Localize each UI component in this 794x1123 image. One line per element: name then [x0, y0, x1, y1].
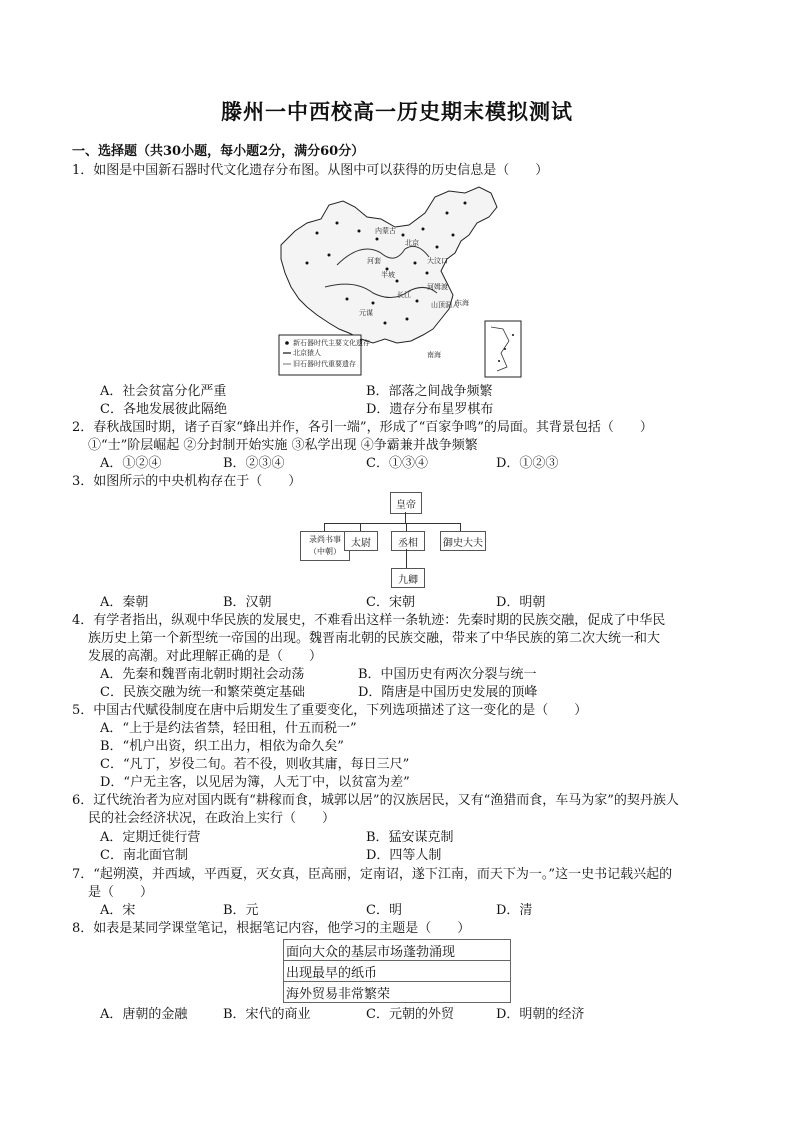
q7-option-c[interactable]: C．明 [366, 903, 402, 918]
q1-option-a[interactable]: A．社会贫富分化严重 [100, 384, 227, 399]
q6-option-b[interactable]: B．猛安谋克制 [366, 830, 454, 845]
q6-stem-line1: 6．辽代统治者为应对国内既有“耕稼而食，城郭以居”的汉族居民，又有“渔猎而食，车马为家”的契丹族人 [72, 793, 679, 808]
q2-stem: 2．春秋战国时期，诸子百家“蜂出并作，各引一端”，形成了“百家争鸣”的局面。其背景包括（ ） [72, 420, 653, 435]
q7-stem-line1: 7．“起朔漠，并西域，平西夏，灭女真，臣高丽，定南诏，遂下江南，而天下为一。”这一史书记载兴起的 [72, 867, 673, 882]
q3-option-a[interactable]: A．秦朝 [100, 595, 149, 610]
connector [406, 549, 407, 568]
table-cell: 出现最早的纸币 [284, 961, 511, 982]
table-row [284, 982, 511, 1003]
label-sea: 东海 [455, 299, 469, 307]
label-banpo: 半坡 [381, 271, 395, 279]
connector [405, 512, 406, 523]
neolithic-map-figure [277, 183, 525, 381]
q4-stem-line2: 族历史上第一个新型统一帝国的出现。魏晋南北朝的民族交融，带来了中华民族的第二次大统一和大 [88, 631, 661, 646]
q2-option-a[interactable]: A．①②④ [100, 456, 162, 471]
q7-option-b[interactable]: B．元 [223, 903, 259, 918]
q3-option-b[interactable]: B．汉朝 [223, 595, 272, 610]
section-heading: 一、选择题（共30小题，每小题2分，满分60分） [72, 144, 365, 159]
chart-yushidafu: 御史大夫 [440, 531, 486, 551]
q4-option-c[interactable]: C．民族交融为统一和繁荣奠定基础 [100, 685, 305, 700]
label-south-sea: 南海 [427, 351, 441, 359]
q5-option-d[interactable]: D．“户无主客，以见居为簿，人无丁中，以贫富为差” [100, 775, 410, 790]
connector [324, 523, 460, 524]
q2-option-c[interactable]: C．①③④ [366, 456, 428, 471]
q7-option-a[interactable]: A．宋 [100, 903, 136, 918]
q6-option-c[interactable]: C．南北面官制 [100, 848, 188, 863]
q8-option-c[interactable]: C．元朝的外贸 [366, 1007, 454, 1022]
chart-lushangshushi: 录尚书事 （中朝） [300, 531, 350, 561]
q8-notes-table [283, 939, 511, 1003]
q5-option-c[interactable]: C．“凡丁，岁役二旬。若不役，则收其庸，每日三尺” [100, 757, 410, 772]
label-beijing: 北京 [405, 239, 419, 247]
chart-jiuqing: 九卿 [391, 568, 425, 588]
q8-stem: 8．如表是某同学课堂笔记，根据笔记内容，他学习的主题是（ ） [72, 921, 471, 936]
q5-option-a[interactable]: A．“上于是约法省禁，轻田租，什五而税一” [100, 721, 357, 736]
label-hemudu: 河姆渡 [427, 283, 448, 291]
q7-option-d[interactable]: D．清 [496, 903, 533, 918]
q5-option-b[interactable]: B．“机户出资，织工出力，相依为命久矣” [100, 739, 344, 754]
connector [406, 523, 407, 531]
table-cell: 海外贸易非常繁荣 [284, 982, 511, 1003]
q3-option-d[interactable]: D．明朝 [496, 595, 546, 610]
connector [324, 523, 325, 531]
q4-option-b[interactable]: B．中国历史有两次分裂与统一 [358, 667, 537, 682]
table-row [284, 961, 511, 982]
q1-option-c[interactable]: C．各地发展彼此隔绝 [100, 402, 227, 417]
q1-stem: 1．如图是中国新石器时代文化遗存分布图。从图中可以获得的历史信息是（ ） [72, 163, 549, 178]
q4-option-a[interactable]: A．先秦和魏晋南北朝时期社会动荡 [100, 667, 305, 682]
map-legend [279, 335, 370, 375]
legend-line2: 北京猿人 [293, 349, 321, 357]
q8-option-d[interactable]: D．明朝的经济 [496, 1007, 585, 1022]
legend-line1: 新石器时代主要文化遗存 [293, 339, 370, 347]
q4-stem-line3: 发展的高潮。对此理解正确的是（ ） [88, 649, 323, 664]
label-dawenkou: 大汶口 [427, 257, 448, 265]
q6-option-a[interactable]: A．定期迁徙行营 [100, 830, 201, 845]
label-yuanmou: 元谋 [359, 309, 373, 317]
q7-stem-line2: 是（ ） [88, 885, 154, 900]
connector [360, 523, 361, 531]
q5-stem: 5．中国古代赋役制度在唐中后期发生了重要变化，下列选项描述了这一变化的是（ ） [72, 703, 588, 718]
central-institution-chart [300, 492, 492, 590]
q3-stem: 3．如图所示的中央机构存在于（ ） [72, 474, 302, 489]
label-changjiang: 长江 [397, 291, 411, 299]
label-neimenggu: 内蒙古 [375, 227, 396, 235]
q2-option-d[interactable]: D．①②③ [496, 456, 559, 471]
label-hetao: 河套 [367, 257, 381, 265]
q2-option-b[interactable]: B．②③④ [223, 456, 285, 471]
q1-option-d[interactable]: D．遗存分布星罗棋布 [366, 402, 494, 417]
page-title: 滕州一中西校高一历史期末模拟测试 [221, 99, 573, 124]
chart-taiwei: 太尉 [344, 531, 378, 551]
q4-option-d[interactable]: D．隋唐是中国历史发展的顶峰 [358, 685, 538, 700]
q1-option-b[interactable]: B．部落之间战争频繁 [366, 384, 493, 399]
table-row [284, 940, 511, 961]
q3-option-c[interactable]: C．宋朝 [366, 595, 415, 610]
south-sea-inset [485, 321, 521, 377]
table-cell: 面向大众的基层市场蓬勃涌现 [284, 940, 511, 961]
chart-chengxiang: 丞相 [391, 531, 425, 551]
q4-stem-line1: 4．有学者指出，纵观中华民族的发展史，不难看出这样一条轨迹：先秦时期的民族交融，促成了中华民 [72, 613, 666, 628]
label-shanding: 山顶洞人 [431, 301, 459, 309]
q8-option-b[interactable]: B．宋代的商业 [223, 1007, 311, 1022]
q8-option-a[interactable]: A．唐朝的金融 [100, 1007, 188, 1022]
q6-option-d[interactable]: D．四等人制 [366, 848, 442, 863]
connector [460, 523, 461, 531]
legend-line3: 旧石器时代重要遗存 [293, 360, 356, 368]
q2-sub: ①“士”阶层崛起 ②分封制开始实施 ③私学出现 ④争霸兼并战争频繁 [88, 438, 478, 453]
q6-stem-line2: 民的社会经济状况，在政治上实行（ ） [88, 811, 336, 826]
chart-emperor: 皇帝 [390, 492, 422, 514]
